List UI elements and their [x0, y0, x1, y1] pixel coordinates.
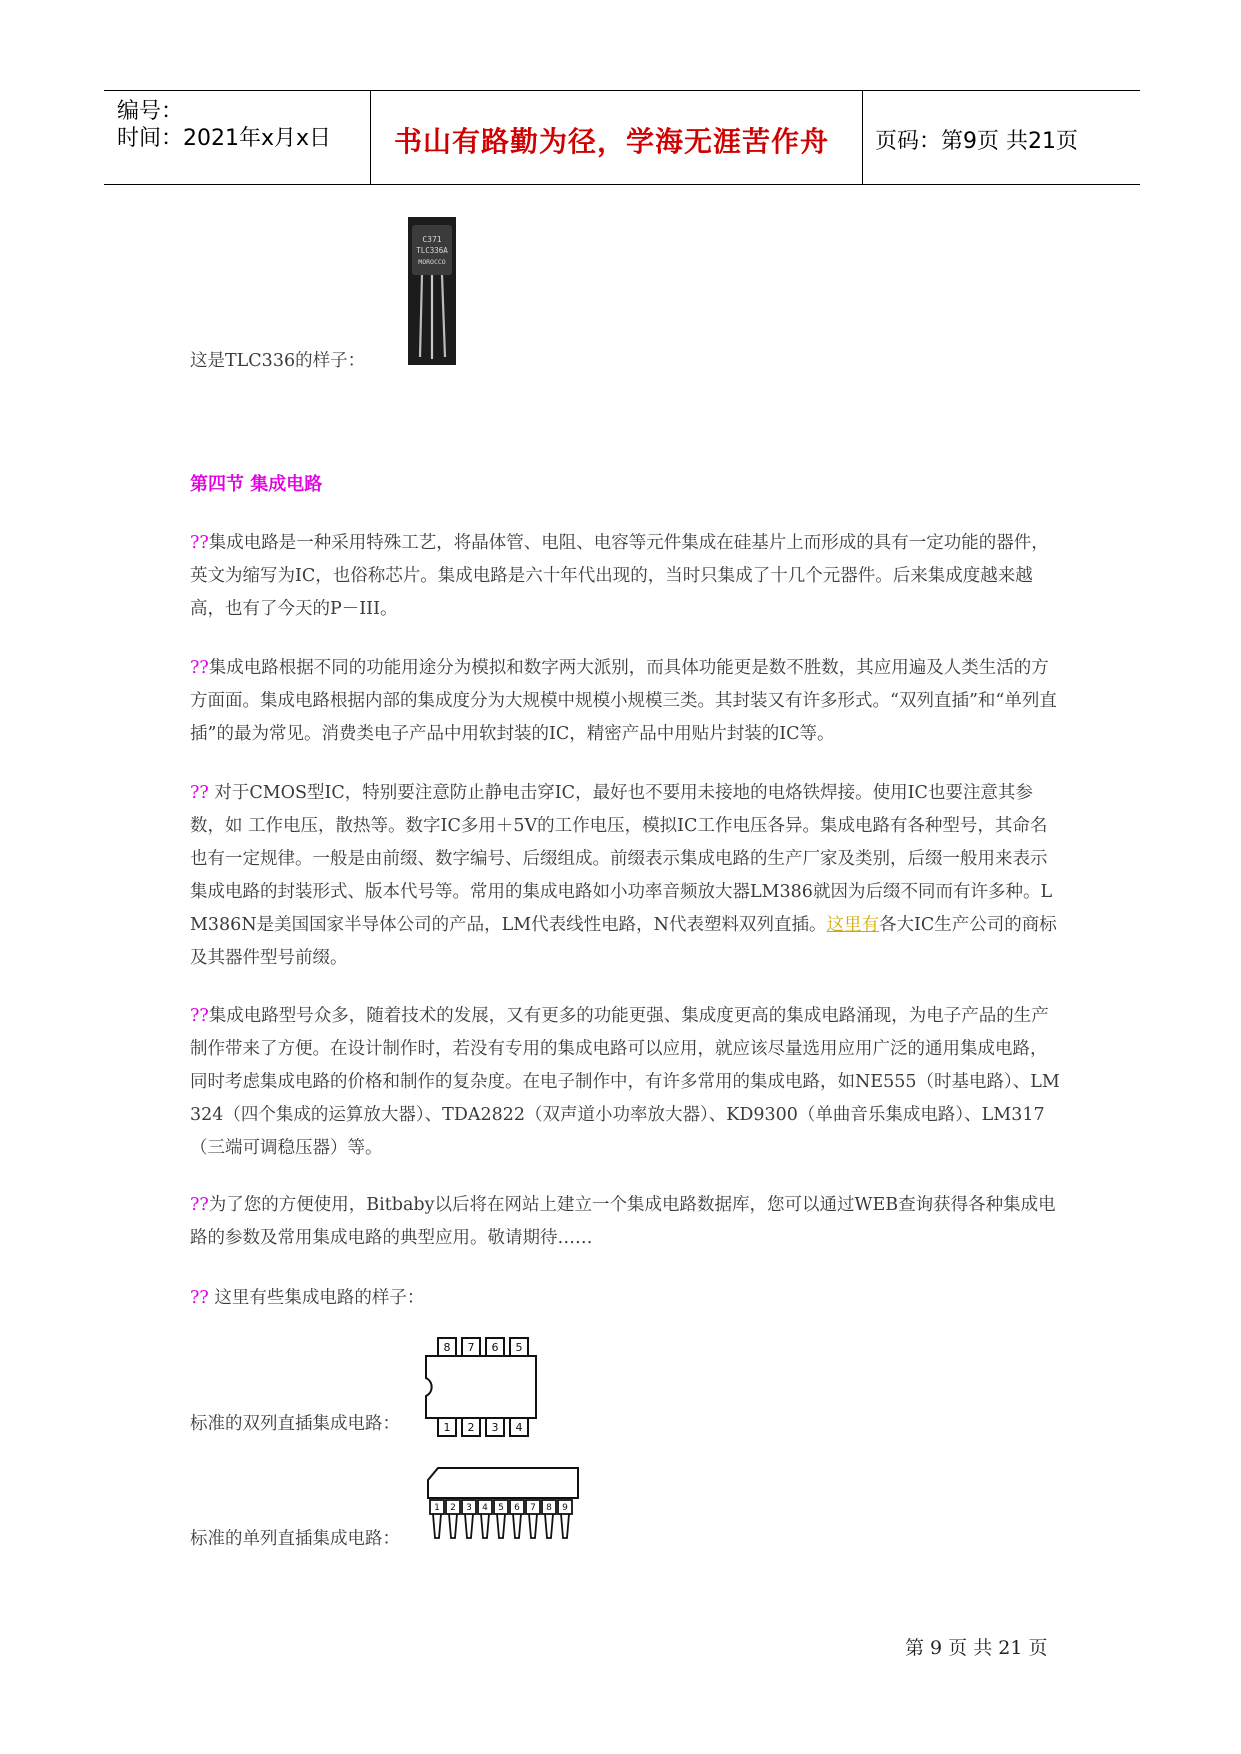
- header-divider-left: [370, 90, 371, 184]
- paragraph-3: [190, 777, 1060, 975]
- paragraph-1: [190, 527, 1060, 626]
- paragraph-3-text: 对于CMOS型IC，特别要注意防止静电击穿IC，最好也不要用未接地的电烙铁焊接。使用IC也要注意其参数，如 工作电压，散热等。数字IC多用＋5V的工作电压，模拟IC工作电压各异。集成电路有各种型号，其命名也有一定规律。一般是由前缀、数字编号、后缀组成。前缀表示集成电路的生产厂家及类别，后缀一般用来表示集成电路的封装形式、版本代号等。常用的集成电路如小功率音频放大器LM386就因为后缀不同而有许多种。LM386N是美国国家半导体公司的产品，LM代表线性电路，N代表塑料双列直插。: [190, 783, 1053, 935]
- sip-pin-lead: [497, 1514, 505, 1538]
- bullet-marker: ??: [190, 1195, 209, 1215]
- dip-pin-label: 1: [443, 1421, 451, 1434]
- paragraph-2: [190, 652, 1060, 751]
- header-bottom-rule: [104, 184, 1140, 185]
- sip-diagram: [424, 1460, 586, 1552]
- sip-pin-label: 5: [498, 1503, 504, 1513]
- sip-pin-lead: [513, 1514, 521, 1538]
- tlc-caption: 这是TLC336的样子：: [190, 351, 366, 371]
- header-motto: 书山有路勤为径，学海无涯苦作舟: [394, 125, 830, 158]
- bullet-marker: ??: [190, 783, 209, 803]
- dip-pin-label: 8: [443, 1341, 451, 1354]
- header-time-label: 时间：2021年x月x日: [117, 126, 332, 151]
- sip-pin-lead: [561, 1514, 569, 1538]
- dip-diagram: [418, 1330, 544, 1442]
- sip-pin-lead: [481, 1514, 489, 1538]
- bullet-marker: ??: [190, 658, 209, 678]
- sip-pin-label: 9: [562, 1503, 568, 1513]
- bullet-marker: ??: [190, 1006, 209, 1026]
- paragraph-6: [190, 1282, 1060, 1315]
- sip-pin-label: 8: [546, 1503, 552, 1513]
- paragraph-3-tail: 各大IC生产公司的商标及其器件型号前缀。: [190, 915, 1057, 968]
- paragraph-2-text: 集成电路根据不同的功能用途分为模拟和数字两大派别，而具体功能更是数不胜数，其应用遍及人类生活的方方面面。集成电路根据内部的集成度分为大规模中规模小规模三类。其封装又有许多形式。“双列直插”和“单列直插”的最为常见。消费类电子产品中用软封装的IC，精密产品中用贴片封装的IC等。: [190, 658, 1057, 744]
- header-number-label: 编号：: [117, 99, 184, 124]
- page-footer: 第 9 页 共 21 页: [905, 1637, 1048, 1659]
- paragraph-6-text: 这里有些集成电路的样子：: [208, 1288, 425, 1308]
- dip-pin-label: 7: [467, 1341, 475, 1354]
- paragraph-5-text: 为了您的方便使用，Bitbaby以后将在网站上建立一个集成电路数据库，您可以通过WEB查询获得各种集成电路的参数及常用集成电路的典型应用。敬请期待……: [190, 1195, 1056, 1248]
- dip-body: [426, 1356, 536, 1418]
- chip-marking-line3: MOROCCO: [418, 258, 446, 266]
- dip-caption: 标准的双列直插集成电路：: [190, 1414, 400, 1434]
- chip-marking-line2: TLC336A: [416, 246, 448, 255]
- sip-caption: 标准的单列直插集成电路：: [190, 1529, 400, 1549]
- paragraph-4-text: 集成电路型号众多，随着技术的发展，又有更多的功能更强、集成度更高的集成电路涌现，为电子产品的生产制作带来了方便。在设计制作时，若没有专用的集成电路可以应用，就应该尽量选用应用广泛的通用集成电路，同时考虑集成电路的价格和制作的复杂度。在电子制作中，有许多常用的集成电路，如NE555（时基电路）、LM324（四个集成的运算放大器）、TDA2822（双声道小功率放大器）、KD9300（单曲音乐集成电路）、LM317（三端可调稳压器）等。: [190, 1006, 1060, 1158]
- sip-pin-label: 1: [434, 1503, 440, 1513]
- sip-pin-lead: [433, 1514, 441, 1538]
- sip-pin-lead: [545, 1514, 553, 1538]
- section-title: 第四节 集成电路: [190, 474, 323, 495]
- dip-pin-label: 3: [491, 1421, 499, 1434]
- sip-pin-lead: [465, 1514, 473, 1538]
- sip-pin-lead: [529, 1514, 537, 1538]
- header-divider-right: [862, 90, 863, 184]
- sip-pin-label: 7: [530, 1503, 536, 1513]
- paragraph-1-text: 集成电路是一种采用特殊工艺，将晶体管、电阻、电容等元件集成在硅基片上而形成的具有一定功能的器件，英文为缩写为IC，也俗称芯片。集成电路是六十年代出现的，当时只集成了十几个元器件。后来集成度越来越高，也有了今天的P－III。: [190, 533, 1049, 619]
- tlc336-photo: [408, 217, 456, 365]
- chip-marking-line1: C371: [422, 235, 442, 244]
- bullet-marker: ??: [190, 533, 209, 553]
- sip-pin-label: 3: [466, 1503, 472, 1513]
- sip-body: [428, 1468, 578, 1498]
- header-top-rule: [104, 90, 1140, 91]
- sip-pin-lead: [449, 1514, 457, 1538]
- bullet-marker: ??: [190, 1288, 209, 1308]
- sip-pin-label: 4: [482, 1503, 488, 1513]
- dip-pin-label: 5: [515, 1341, 523, 1354]
- paragraph-4: [190, 1000, 1060, 1165]
- header-page-label: 页码：第9页 共21页: [875, 129, 1078, 154]
- prefix-list-link[interactable]: 这里有: [826, 915, 879, 935]
- dip-pin-label: 2: [467, 1421, 475, 1434]
- dip-pin-label: 4: [515, 1421, 523, 1434]
- sip-pin-label: 2: [450, 1503, 456, 1513]
- paragraph-5: [190, 1189, 1060, 1255]
- dip-pin-label: 6: [491, 1341, 499, 1354]
- sip-pin-label: 6: [514, 1503, 520, 1513]
